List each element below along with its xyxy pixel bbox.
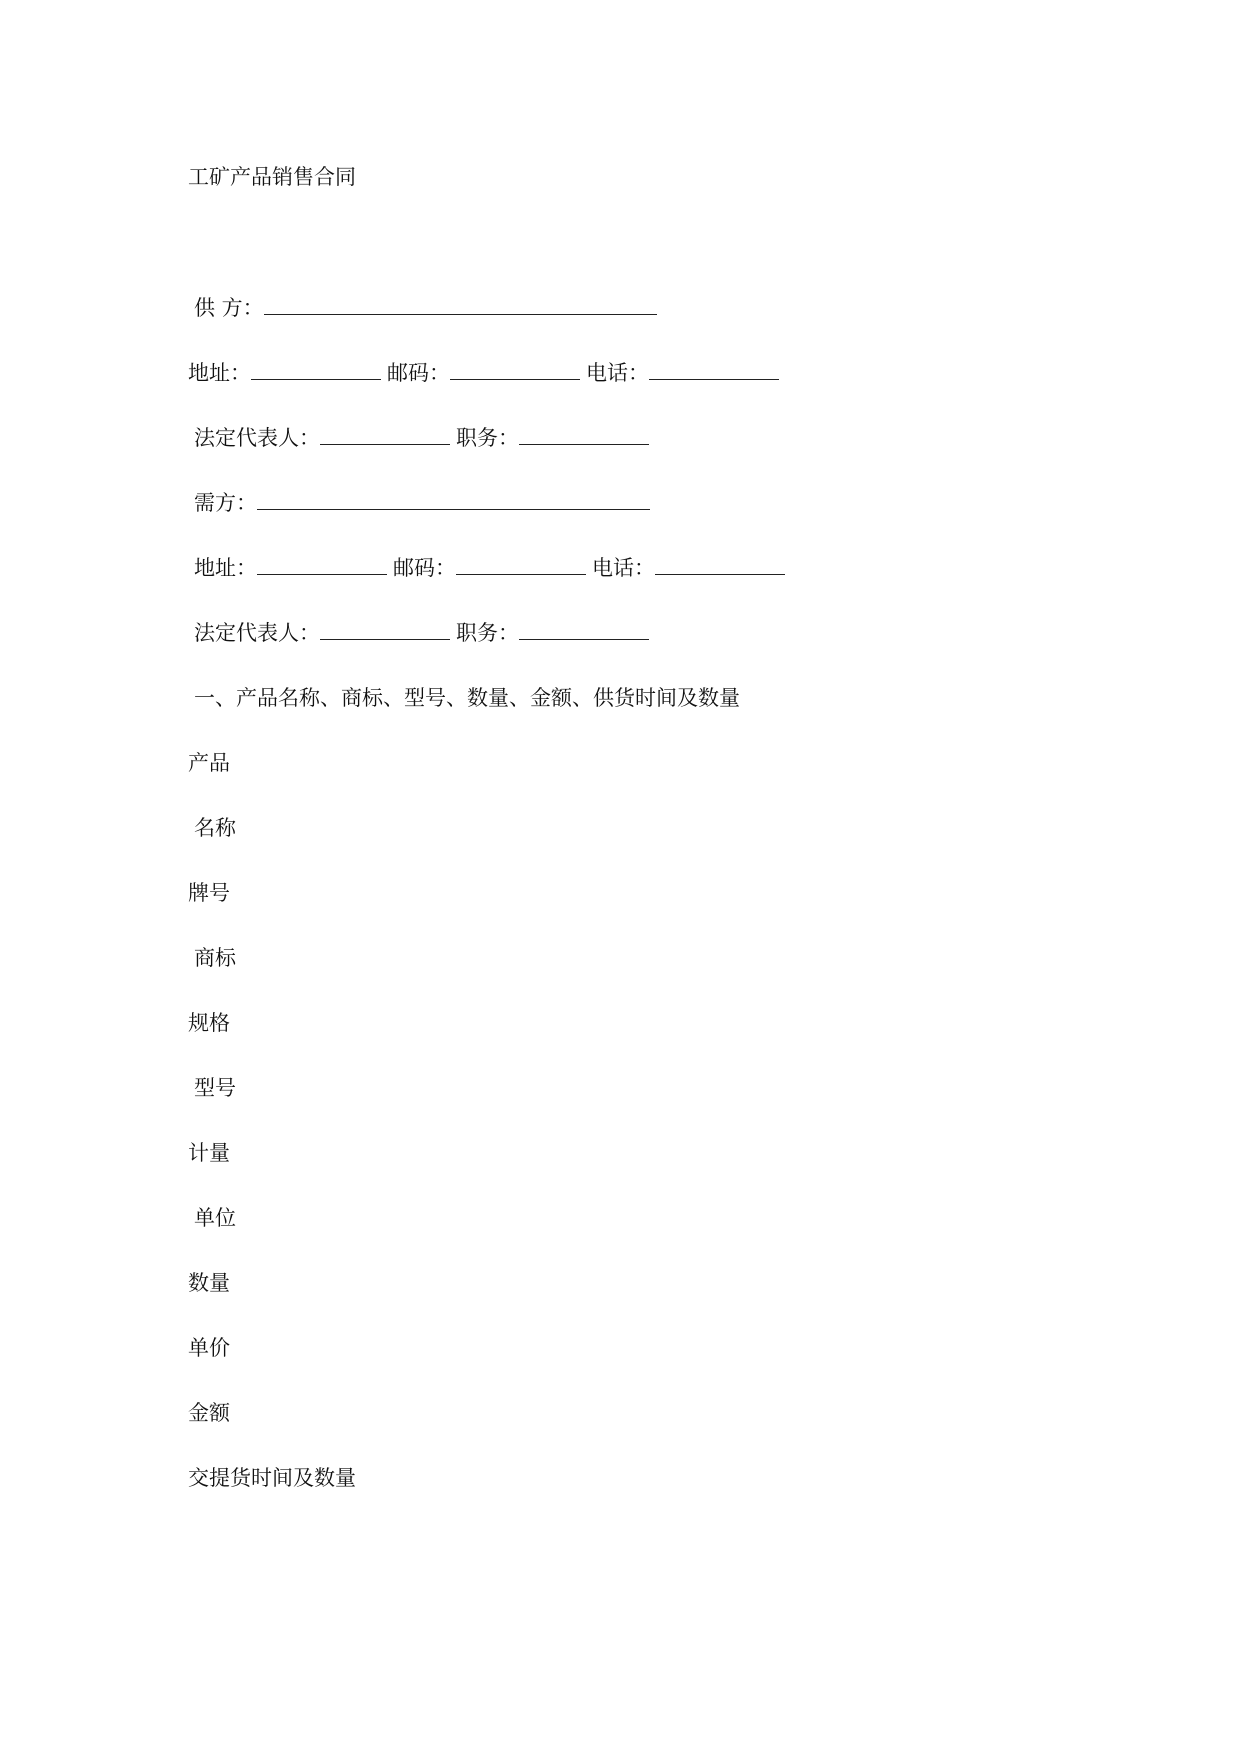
table-label-spec: 规格 bbox=[188, 1011, 230, 1035]
supplier-label: 供 方： bbox=[194, 296, 264, 320]
buyer-postcode-label: 邮码： bbox=[393, 556, 456, 580]
buyer-postcode-field[interactable] bbox=[456, 554, 586, 575]
buyer-label: 需方： bbox=[194, 491, 257, 515]
supplier-rep-row bbox=[194, 423, 649, 453]
document-title: 工矿产品销售合同 bbox=[188, 165, 356, 189]
supplier-position-label: 职务： bbox=[456, 426, 519, 450]
table-label-amount: 金额 bbox=[188, 1401, 230, 1425]
supplier-contact-row bbox=[188, 358, 779, 388]
table-label-brand-no: 牌号 bbox=[188, 881, 230, 905]
buyer-rep-row bbox=[194, 618, 649, 648]
buyer-position-field[interactable] bbox=[519, 619, 649, 640]
supplier-name-field[interactable] bbox=[264, 294, 657, 315]
buyer-rep-label: 法定代表人： bbox=[194, 621, 320, 645]
table-label-product: 产品 bbox=[188, 751, 230, 775]
table-label-delivery: 交提货时间及数量 bbox=[188, 1466, 356, 1490]
table-label-trademark: 商标 bbox=[194, 946, 236, 970]
section-1-heading: 一、产品名称、商标、型号、数量、金额、供货时间及数量 bbox=[194, 686, 740, 710]
buyer-phone-label: 电话： bbox=[592, 556, 655, 580]
buyer-row bbox=[194, 488, 650, 518]
table-label-measure: 计量 bbox=[188, 1141, 230, 1165]
buyer-address-field[interactable] bbox=[257, 554, 387, 575]
supplier-row bbox=[194, 293, 657, 323]
supplier-phone-field[interactable] bbox=[649, 359, 779, 380]
supplier-rep-label: 法定代表人： bbox=[194, 426, 320, 450]
buyer-phone-field[interactable] bbox=[655, 554, 785, 575]
supplier-address-label: 地址： bbox=[188, 361, 251, 385]
table-label-unit-price: 单价 bbox=[188, 1336, 230, 1360]
buyer-rep-field[interactable] bbox=[320, 619, 450, 640]
supplier-phone-label: 电话： bbox=[586, 361, 649, 385]
buyer-contact-row bbox=[194, 553, 785, 583]
supplier-address-field[interactable] bbox=[251, 359, 381, 380]
supplier-postcode-field[interactable] bbox=[450, 359, 580, 380]
table-label-name: 名称 bbox=[194, 816, 236, 840]
buyer-address-label: 地址： bbox=[194, 556, 257, 580]
supplier-position-field[interactable] bbox=[519, 424, 649, 445]
supplier-rep-field[interactable] bbox=[320, 424, 450, 445]
supplier-postcode-label: 邮码： bbox=[387, 361, 450, 385]
table-label-quantity: 数量 bbox=[188, 1271, 230, 1295]
buyer-name-field[interactable] bbox=[257, 489, 650, 510]
buyer-position-label: 职务： bbox=[456, 621, 519, 645]
table-label-unit: 单位 bbox=[194, 1206, 236, 1230]
table-label-model: 型号 bbox=[194, 1076, 236, 1100]
